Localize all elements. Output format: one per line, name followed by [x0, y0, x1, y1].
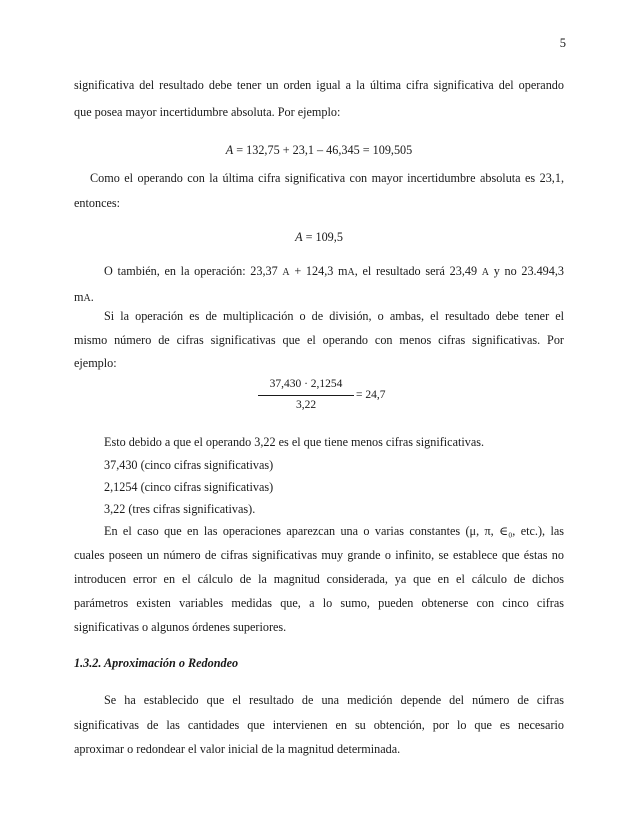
page-number: 5	[559, 36, 566, 50]
paragraph-line: En el caso que en las operaciones aparezcan una o varias constantes (μ, π, ∈₀, etc.), las	[104, 524, 564, 538]
paragraph-line: que posea mayor incertidumbre absoluta. Por ejemplo:	[74, 105, 341, 119]
equation-variable: A	[295, 230, 303, 244]
paragraph-line: cuales poseen un número de cifras significativas muy grande o infinito, se establece que éstas no	[74, 548, 564, 562]
paragraph-line: Si la operación es de multiplicación o de división, o ambas, el resultado debe tener el	[104, 309, 564, 323]
equation-result	[74, 230, 564, 244]
paragraph-line: aproximar o redondear el valor inicial de la magnitud determinada.	[74, 742, 401, 756]
unit-label: A	[83, 293, 91, 304]
equation-rhs: = 132,75 + 23,1 – 46,345 = 109,505	[233, 143, 413, 157]
text-run: O también, en la operación: 23,37	[104, 264, 283, 278]
text-run: .	[90, 290, 94, 304]
text-run: m	[74, 290, 84, 304]
unit-label: A	[347, 267, 355, 278]
fraction-result: = 24,7	[356, 389, 386, 401]
equation-rhs: = 109,5	[302, 230, 343, 244]
paragraph-line: entonces:	[74, 196, 121, 210]
text-run: , el resultado será 23,49	[354, 264, 482, 278]
paragraph-line: ejemplo:	[74, 356, 117, 370]
list-item: 3,22 (tres cifras significativas).	[104, 502, 256, 516]
list-item: 37,430 (cinco cifras significativas)	[104, 458, 274, 472]
paragraph-line	[104, 264, 564, 280]
equation-fraction	[258, 378, 388, 418]
paragraph-line: Como el operando con la última cifra significativa con mayor incertidumbre absoluta es 23,1,	[90, 171, 564, 185]
paragraph-line: significativa del resultado debe tener un orden igual a la última cifra significativa del operando	[74, 78, 564, 92]
paragraph-line: introducen error en el cálculo de la magnitud considerada, ya que en el cálculo de dichos	[74, 572, 564, 586]
paragraph-line: significativas o algunos órdenes superiores.	[74, 620, 287, 634]
fraction-numerator: 37,430 · 2,1254	[269, 378, 343, 390]
paragraph-line: parámetros existen variables medidas que, a lo sumo, pueden obtenerse con cinco cifras	[74, 596, 564, 610]
unit-label: A	[282, 267, 290, 278]
list-item: 2,1254 (cinco cifras significativas)	[104, 480, 274, 494]
text-run: y no 23.494,3	[489, 264, 565, 278]
paragraph-line	[74, 290, 564, 306]
paragraph-line: mismo número de cifras significativas que el operando con menos cifras significativas. Por	[74, 333, 564, 347]
section-heading: 1.3.2. Aproximación o Redondeo	[74, 656, 239, 670]
unit-label: A	[481, 267, 489, 278]
paragraph-line: Se ha establecido que el resultado de una medición depende del número de cifras	[104, 693, 564, 707]
equation-variable: A	[225, 143, 234, 157]
paragraph-line: significativas de las cantidades que intervienen en su obtención, por lo que es necesario	[74, 718, 564, 732]
text-run: + 124,3 m	[289, 264, 348, 278]
equation-sum	[74, 143, 564, 157]
fraction-denominator: 3,22	[295, 399, 317, 411]
fraction-bar	[258, 395, 354, 396]
paragraph-line: Esto debido a que el operando 3,22 es el que tiene menos cifras significativas.	[104, 435, 485, 449]
